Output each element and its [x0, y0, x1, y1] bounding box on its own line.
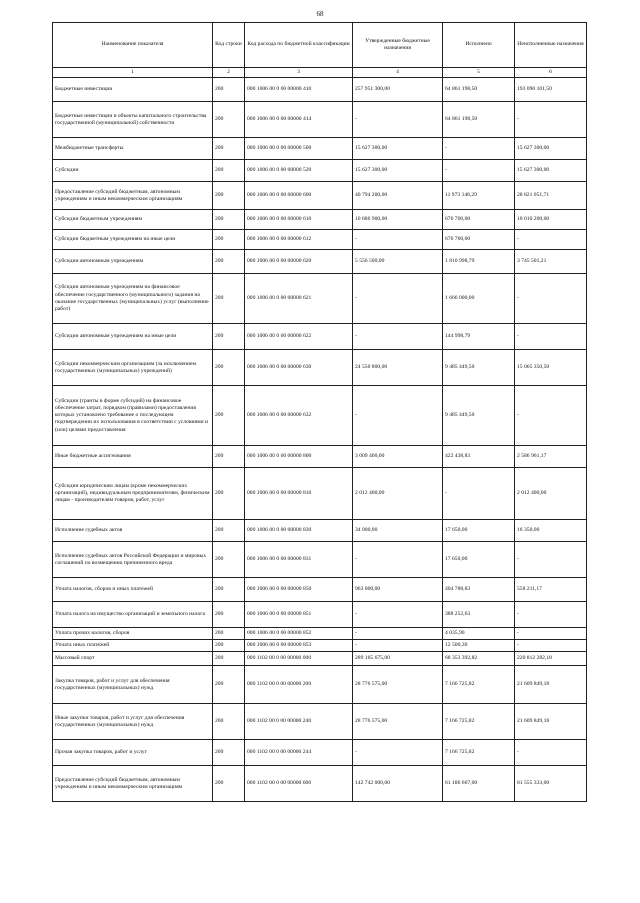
indicator-name: Субсидии юридическим лицам (кроме некоммерческих организаций), индивидуальным предпринимателям, физическим лицам - производителям товаров, работ, услуг [53, 468, 213, 520]
table-row [53, 324, 587, 350]
approved-amount: - [353, 230, 443, 250]
classification-code: 000 1006 00 0 00 00000 853 [245, 640, 353, 652]
line-code: 200 [213, 520, 245, 542]
unexecuted-amount: 2 586 961,17 [515, 446, 587, 468]
approved-amount: 15 627 300,00 [353, 160, 443, 182]
table-row [53, 740, 587, 766]
table-row [53, 182, 587, 210]
indicator-name: Уплата налога на имущество организаций и земельного налога [53, 602, 213, 628]
executed-amount: 676 700,00 [443, 210, 515, 230]
classification-code: 000 1102 00 0 00 00000 600 [245, 766, 353, 802]
executed-amount: - [443, 138, 515, 160]
line-code: 200 [213, 740, 245, 766]
approved-amount: 10 686 900,00 [353, 210, 443, 230]
executed-amount: 422 438,83 [443, 446, 515, 468]
indicator-name: Уплата прочих налогов, сборов [53, 628, 213, 640]
indicator-name: Иные закупки товаров, работ и услуг для обеспечения государственных (муниципальных) нужд [53, 704, 213, 740]
page-number: 68 [316, 10, 324, 18]
table-row [53, 160, 587, 182]
unexecuted-amount: 193 090 101,50 [515, 78, 587, 102]
approved-amount: - [353, 274, 443, 324]
line-code: 200 [213, 468, 245, 520]
indicator-name: Субсидии [53, 160, 213, 182]
approved-amount: 15 627 300,00 [353, 138, 443, 160]
column-header-line-code: Код строки [213, 23, 245, 68]
unexecuted-amount: 81 555 333,00 [515, 766, 587, 802]
unexecuted-amount: - [515, 542, 587, 578]
approved-amount: 289 165 675,00 [353, 652, 443, 666]
budget-execution-table [52, 22, 587, 802]
approved-amount: 142 742 000,00 [353, 766, 443, 802]
classification-code: 000 1102 00 0 00 00000 240 [245, 704, 353, 740]
indicator-name: Иные бюджетные ассигнования [53, 446, 213, 468]
executed-amount: 9 485 449,50 [443, 386, 515, 446]
table-row [53, 274, 587, 324]
unexecuted-amount: 2 012 400,00 [515, 468, 587, 520]
classification-code: 000 1006 00 0 00 00000 414 [245, 102, 353, 138]
column-number: 3 [245, 68, 353, 78]
executed-amount: 7 166 725,82 [443, 704, 515, 740]
line-code: 200 [213, 102, 245, 138]
classification-code: 000 1102 00 0 00 00000 244 [245, 740, 353, 766]
approved-amount: 28 776 575,00 [353, 666, 443, 704]
column-number-row [53, 68, 587, 78]
column-number: 2 [213, 68, 245, 78]
unexecuted-amount: 21 609 849,18 [515, 704, 587, 740]
table-row [53, 138, 587, 160]
unexecuted-amount: - [515, 102, 587, 138]
indicator-name: Субсидии бюджетным учреждениям на иные цели [53, 230, 213, 250]
executed-amount: 12 500,30 [443, 640, 515, 652]
classification-code: 000 1006 00 0 00 00000 852 [245, 628, 353, 640]
indicator-name: Субсидии некоммерческим организациям (за исключением государственных (муниципальных) учреждений) [53, 350, 213, 386]
executed-amount: 7 166 725,82 [443, 666, 515, 704]
indicator-name: Исполнение судебных актов Российской Федерации и мировых соглашений по возмещению причиненного вреда [53, 542, 213, 578]
approved-amount: 40 794 200,00 [353, 182, 443, 210]
unexecuted-amount: 10 010 200,00 [515, 210, 587, 230]
line-code: 200 [213, 602, 245, 628]
classification-code: 000 1006 00 0 00 00000 851 [245, 602, 353, 628]
indicator-name: Предоставление субсидий бюджетным, автономным учреждениям и иным некоммерческим организациям [53, 182, 213, 210]
unexecuted-amount: - [515, 274, 587, 324]
classification-code: 000 1006 00 0 00 00000 500 [245, 138, 353, 160]
table-row [53, 704, 587, 740]
approved-amount: 28 776 575,00 [353, 704, 443, 740]
table-row [53, 542, 587, 578]
column-header-classification-code: Код расхода по бюджетной классификации [245, 23, 353, 68]
approved-amount: 963 000,00 [353, 578, 443, 602]
unexecuted-amount: 3 745 501,21 [515, 250, 587, 274]
approved-amount: - [353, 628, 443, 640]
table-row [53, 386, 587, 446]
approved-amount: - [353, 602, 443, 628]
line-code: 200 [213, 250, 245, 274]
line-code: 200 [213, 446, 245, 468]
unexecuted-amount: 28 821 051,71 [515, 182, 587, 210]
executed-amount: 11 973 148,29 [443, 182, 515, 210]
column-number: 5 [443, 68, 515, 78]
column-header-name: Наименование показателя [53, 23, 213, 68]
executed-amount: 4 035,90 [443, 628, 515, 640]
indicator-name: Субсидии (гранты в форме субсидий) на финансовое обеспечение затрат, порядком (правилами) предоставления которых установлено требование о последующем подтверждении их использования в соответствии с условиями и (или) целями предоставления [53, 386, 213, 446]
indicator-name: Уплата налогов, сборов и иных платежей [53, 578, 213, 602]
executed-amount: 17 650,00 [443, 520, 515, 542]
executed-amount: 17 650,00 [443, 542, 515, 578]
indicator-name: Субсидии бюджетным учреждениям [53, 210, 213, 230]
indicator-name: Закупка товаров, работ и услуг для обеспечения государственных (муниципальных) нужд [53, 666, 213, 704]
approved-amount: 5 556 500,00 [353, 250, 443, 274]
unexecuted-amount: - [515, 740, 587, 766]
column-number: 4 [353, 68, 443, 78]
approved-amount: 3 009 400,00 [353, 446, 443, 468]
executed-amount: 144 998,79 [443, 324, 515, 350]
indicator-name: Массовый спорт [53, 652, 213, 666]
executed-amount: 1 810 998,79 [443, 250, 515, 274]
indicator-name: Исполнение судебных актов [53, 520, 213, 542]
table-header-row [53, 23, 587, 68]
column-header-unexecuted: Неисполненные назначения [515, 23, 587, 68]
classification-code: 000 1006 00 0 00 00000 810 [245, 468, 353, 520]
executed-amount: - [443, 468, 515, 520]
table-row [53, 250, 587, 274]
table-row [53, 766, 587, 802]
classification-code: 000 1006 00 0 00 00000 800 [245, 446, 353, 468]
line-code: 200 [213, 542, 245, 578]
line-code: 200 [213, 640, 245, 652]
indicator-name: Прочая закупка товаров, работ и услуг [53, 740, 213, 766]
classification-code: 000 1006 00 0 00 00000 520 [245, 160, 353, 182]
unexecuted-amount: 15 627 300,00 [515, 160, 587, 182]
executed-amount: 64 861 198,50 [443, 78, 515, 102]
column-header-executed: Исполнено [443, 23, 515, 68]
unexecuted-amount: - [515, 628, 587, 640]
line-code: 200 [213, 666, 245, 704]
executed-amount: 1 666 000,00 [443, 274, 515, 324]
line-code: 200 [213, 78, 245, 102]
approved-amount: 257 951 300,00 [353, 78, 443, 102]
approved-amount: - [353, 640, 443, 652]
line-code: 200 [213, 210, 245, 230]
table-row [53, 210, 587, 230]
approved-amount: - [353, 102, 443, 138]
indicator-name: Бюджетные инвестиции в объекты капитального строительства государственной (муниципальной) собственности [53, 102, 213, 138]
unexecuted-amount: - [515, 230, 587, 250]
table-row [53, 602, 587, 628]
unexecuted-amount: 15 065 350,50 [515, 350, 587, 386]
unexecuted-amount: - [515, 386, 587, 446]
unexecuted-amount: 220 812 282,18 [515, 652, 587, 666]
line-code: 200 [213, 386, 245, 446]
table-row [53, 520, 587, 542]
approved-amount: - [353, 542, 443, 578]
table-row [53, 640, 587, 652]
table-row [53, 628, 587, 640]
line-code: 200 [213, 578, 245, 602]
unexecuted-amount: - [515, 640, 587, 652]
indicator-name: Бюджетные инвестиции [53, 78, 213, 102]
table-row [53, 652, 587, 666]
approved-amount: - [353, 324, 443, 350]
approved-amount: - [353, 740, 443, 766]
table-row [53, 666, 587, 704]
classification-code: 000 1006 00 0 00 00000 830 [245, 520, 353, 542]
approved-amount: - [353, 386, 443, 446]
executed-amount: 61 186 667,00 [443, 766, 515, 802]
classification-code: 000 1006 00 0 00 00000 630 [245, 350, 353, 386]
indicator-name: Межбюджетные трансферты [53, 138, 213, 160]
classification-code: 000 1006 00 0 00 00000 632 [245, 386, 353, 446]
table-row [53, 230, 587, 250]
executed-amount: 9 485 449,50 [443, 350, 515, 386]
classification-code: 000 1102 00 0 00 00000 000 [245, 652, 353, 666]
unexecuted-amount: - [515, 602, 587, 628]
table-row [53, 78, 587, 102]
table-row [53, 578, 587, 602]
classification-code: 000 1006 00 0 00 00000 621 [245, 274, 353, 324]
table-row [53, 446, 587, 468]
line-code: 200 [213, 138, 245, 160]
table-row [53, 468, 587, 520]
unexecuted-amount: 16 350,00 [515, 520, 587, 542]
line-code: 200 [213, 182, 245, 210]
indicator-name: Субсидии автономным учреждениям на финансовое обеспечение государственного (муниципального) задания на оказание государственных (муниципальных) услуг (выполнение работ) [53, 274, 213, 324]
approved-amount: 34 000,00 [353, 520, 443, 542]
line-code: 200 [213, 230, 245, 250]
indicator-name: Субсидии автономным учреждениям на иные цели [53, 324, 213, 350]
classification-code: 000 1006 00 0 00 00000 620 [245, 250, 353, 274]
indicator-name: Уплата иных платежей [53, 640, 213, 652]
indicator-name: Предоставление субсидий бюджетным, автономным учреждениям и иным некоммерческим организациям [53, 766, 213, 802]
column-number: 1 [53, 68, 213, 78]
executed-amount: 7 166 725,82 [443, 740, 515, 766]
approved-amount: 24 550 800,00 [353, 350, 443, 386]
classification-code: 000 1006 00 0 00 00000 850 [245, 578, 353, 602]
classification-code: 000 1102 00 0 00 00000 200 [245, 666, 353, 704]
column-header-approved: Утвержденные бюджетные назначения [353, 23, 443, 68]
line-code: 200 [213, 350, 245, 386]
table-row [53, 102, 587, 138]
executed-amount: 68 353 392,82 [443, 652, 515, 666]
executed-amount: 404 788,83 [443, 578, 515, 602]
column-number: 6 [515, 68, 587, 78]
unexecuted-amount: 15 627 300,00 [515, 138, 587, 160]
classification-code: 000 1006 00 0 00 00000 410 [245, 78, 353, 102]
line-code: 200 [213, 766, 245, 802]
indicator-name: Субсидии автономным учреждениям [53, 250, 213, 274]
line-code: 200 [213, 652, 245, 666]
classification-code: 000 1006 00 0 00 00000 612 [245, 230, 353, 250]
executed-amount: - [443, 160, 515, 182]
classification-code: 000 1006 00 0 00 00000 610 [245, 210, 353, 230]
line-code: 200 [213, 704, 245, 740]
line-code: 200 [213, 324, 245, 350]
unexecuted-amount: 21 609 849,18 [515, 666, 587, 704]
classification-code: 000 1006 00 0 00 00000 600 [245, 182, 353, 210]
executed-amount: 388 252,63 [443, 602, 515, 628]
line-code: 200 [213, 274, 245, 324]
unexecuted-amount: 558 211,17 [515, 578, 587, 602]
unexecuted-amount: - [515, 324, 587, 350]
line-code: 200 [213, 160, 245, 182]
table-row [53, 350, 587, 386]
executed-amount: 676 700,00 [443, 230, 515, 250]
line-code: 200 [213, 628, 245, 640]
classification-code: 000 1006 00 0 00 00000 622 [245, 324, 353, 350]
approved-amount: 2 012 400,00 [353, 468, 443, 520]
classification-code: 000 1006 00 0 00 00000 831 [245, 542, 353, 578]
executed-amount: 64 861 198,50 [443, 102, 515, 138]
